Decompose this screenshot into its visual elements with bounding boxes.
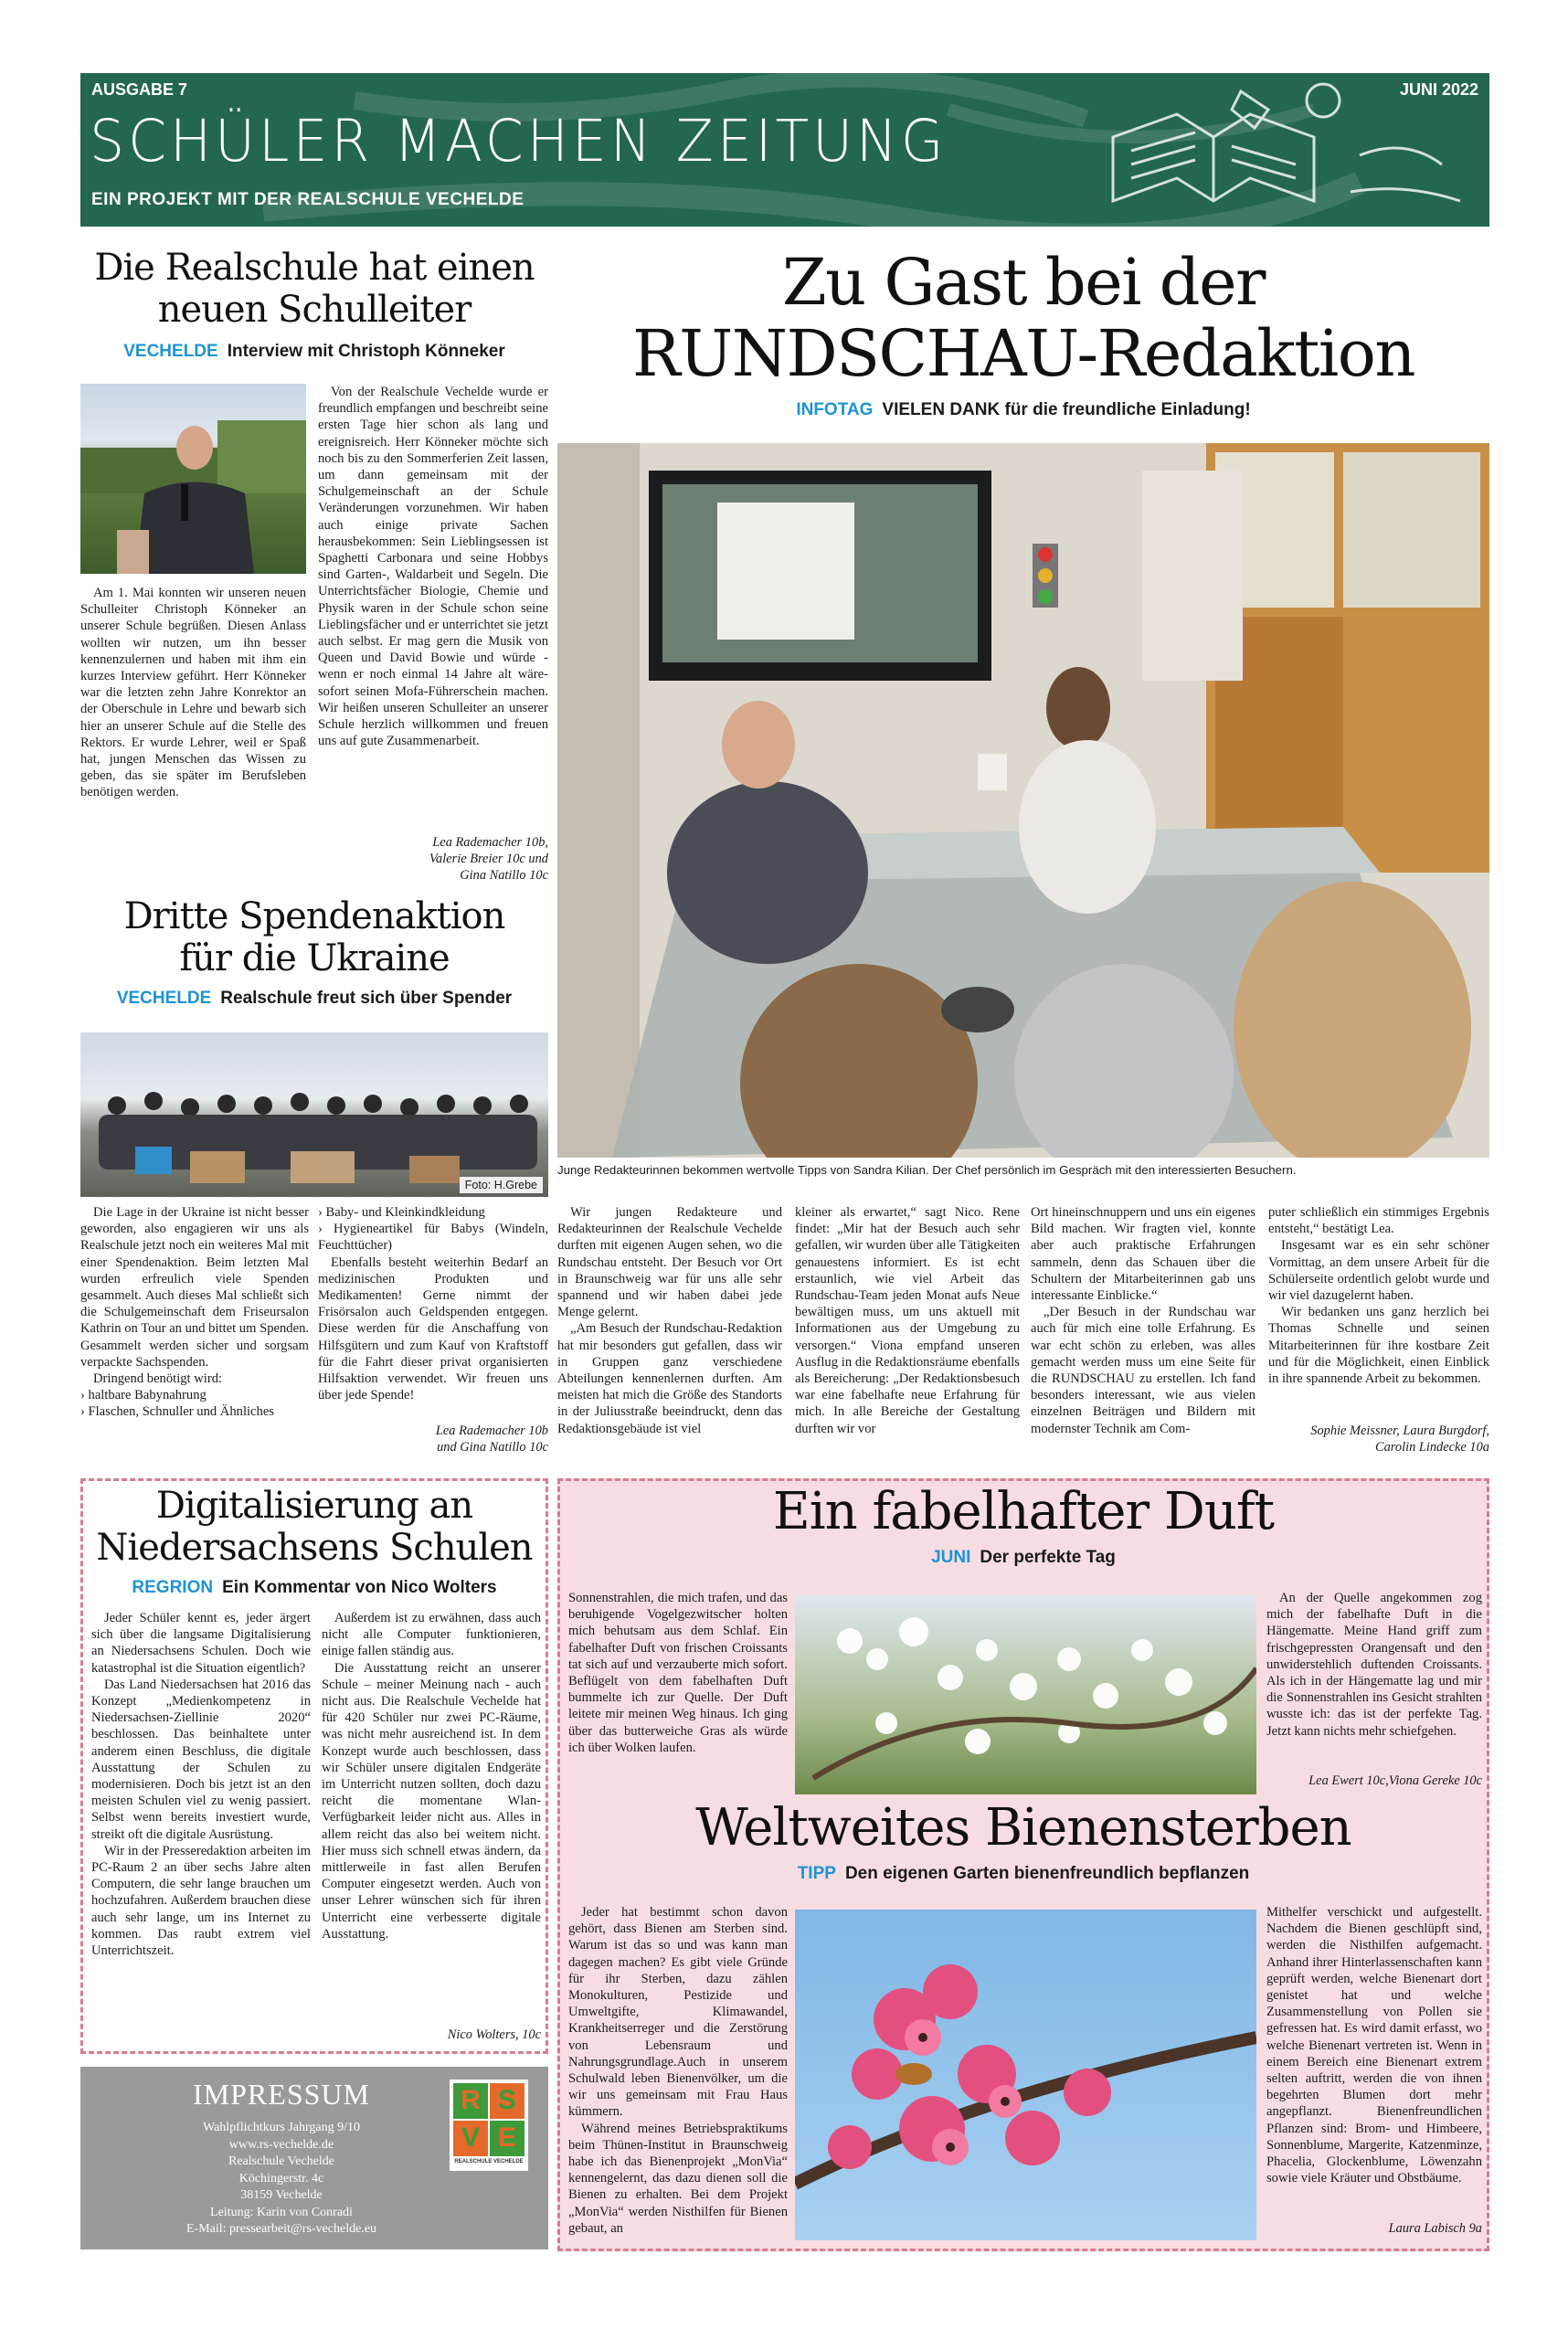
- school-logo: R S V E REALSCHULE VECHELDE: [450, 2080, 528, 2171]
- impressum-title: IMPRESSUM: [193, 2078, 370, 2111]
- headline-line-1: Dritte Spendenaktion: [123, 895, 505, 937]
- location-tag: JUNI: [931, 1548, 971, 1567]
- headline-line-1: Die Realschule hat einen: [94, 247, 535, 289]
- photo-redaktion: [557, 443, 1489, 1158]
- kicker: [80, 342, 548, 362]
- rundschau-col-3: Ort hineinschnuppern und uns ein eigenes Bild machen. Wir fragten viel, konnte aber auch praktische Erfahrungen sammeln, denn das Schauen über die Schultern der Mitarbeiterinnen gab uns interessante Einblicke.“ „Der Besuch in der Rundschau war auch für mich eine tolle Erfahrung. Es war echt schön zu erleben, was alles gemacht werden muss um eine Seite für die RUNDSCHAU zu erstellen. Ich fand besonders interessant, wie aus vielen einzelnen Beiträgen und Bildern mit modernster Technik am Com-: [1031, 1205, 1255, 1436]
- kicker: [561, 1548, 1486, 1568]
- newsroom-illustration: [557, 443, 1489, 1158]
- issue-date: JUNI 2022: [1399, 80, 1478, 99]
- bienen-signature: Laura Labisch 9a: [1388, 2221, 1482, 2236]
- headline: Weltweites Bienensterben: [695, 1798, 1351, 1857]
- bienen-left-text: Jeder hat bestimmt schon davon gehört, dass Bienen am Sterben sind. Warum ist das so und was kann man dagegen machen? Es gibt viele Gründe für ihr Sterben, dazu zählen Monokulturen, Pestizide und Umweltgifte, Klimawandel, Krankheitserreger und die Zerstörung von Lebensraum und Nahrungsgrundlage.Auch in unserem Schulwald leben Bienenvölker, um die wir uns gemeinsam mit Frau Haus kümmern. Während meines Betriebspraktikums beim Thünen-Institut in Braunschweig habe ich das Bienenprojekt „MonVia“ kennengelernt, das dazu dienen soll die Bienen zu erhalten. Bei dem Projekt „MonVia“ werden Nisthilfen für Bienen gebaut, an: [568, 1905, 788, 2236]
- kicker-text: Der perfekte Tag: [980, 1548, 1116, 1567]
- location-tag: REGRION: [132, 1578, 214, 1597]
- issue-label: AUSGABE 7: [91, 80, 188, 99]
- photo-ukraine-group: [80, 1032, 548, 1197]
- location-tag: VECHELDE: [116, 989, 212, 1008]
- article-duft: [561, 1482, 1486, 1568]
- bienen-right-text: Mithelfer verschickt und aufgestellt. Nachdem die Bienen geschlüpft sind, werden die Nisthilfen aufgemacht. Anhand ihrer Hinterlassenschaften kann geprüft werden, welche Bienenart dort genistet hat und welche Zusammenstellung von Pollen sie gefressen hat. Es wird damit erfasst, wo welche Bienenart vertreten ist. Wenn in einem Bereich eine Bienenart extrem selten auftritt, werden die von ihnen begehrten Blumen dort mehr angepflanzt. Bienenfreundlichen Pflanzen sind: Brom- und Himbeere, Sonnenblume, Margerite, Katzenminze, Phacelia, Glockenblume, Löwenzahn sowie viele Kräuter und Obstbäume.: [1266, 1905, 1482, 2186]
- rundschau-signature: Sophie Meissner, Laura Burgdorf, Carolin Lindecke 10a: [1310, 1424, 1489, 1455]
- headline-line-1: Digitalisierung an: [155, 1485, 473, 1527]
- duft-right-text: An der Quelle angekommen zog mich der fabelhafte Duft in die Hängematte. Meine Hand griff zum frischgepressten Orangensaft und den unwiderstehlich duftenden Croissants. Als ich in der Hängematte lag und mir die Sonnenstrahlen ins Gesicht strahlten wusste ich: das ist der perfekte Tag. Jetzt kann nichts mehr schiefgehen.: [1266, 1591, 1482, 1739]
- kicker-text: VIELEN DANK für die freundliche Einladung!: [882, 400, 1251, 419]
- headline-line-2: Niedersachsens Schulen: [96, 1527, 533, 1569]
- duft-signature: Lea Ewert 10c,Viona Gereke 10c: [1308, 1773, 1482, 1788]
- impressum: [80, 2067, 548, 2249]
- kicker: [557, 400, 1489, 420]
- headline-line-2: für die Ukraine: [179, 937, 450, 979]
- article-bienen: [561, 1798, 1486, 1884]
- rundschau-col-2: kleiner als erwartet,“ sagt Nico. Rene findet: „Mir hat der Besuch auch sehr gefallen, wir wurden über alle Tätigkeiten genauestens informiert. Es ist echt erstaunlich, wie viel Arbeit das Rundschau-Team jeden Monat aufs Neue bewältigen muss, um uns aktuell mit Informationen aus der Umgebung zu versorgen.“ Viona empfand unseren Ausflug in die Redaktionsräume ebenfalls als Bereicherung: „Der Redaktionsbesuch war eine fabelhafte neue Erfahrung für mich. In alle Bereiche der Gestaltung durften wir vor: [795, 1205, 1020, 1436]
- needs-label: Dringend benötigt wird:: [93, 1371, 223, 1387]
- kicker-text: Ein Kommentar von Nico Wolters: [222, 1578, 497, 1597]
- kicker-text: Interview mit Christoph Könneker: [227, 342, 505, 361]
- article-digitalisierung: [84, 1485, 545, 1598]
- flower-illustration: [795, 1910, 1256, 2240]
- kicker: [84, 1578, 545, 1598]
- list-item: › haltbare Babynahrung: [80, 1388, 207, 1403]
- page-title: SCHÜLER MACHEN ZEITUNG: [90, 108, 948, 175]
- article-ukraine: [80, 895, 548, 1009]
- photo-schulleiter: [80, 384, 306, 574]
- headline-line-1: Zu Gast bei der: [782, 245, 1265, 320]
- person-illustration: [80, 384, 306, 574]
- location-tag: VECHELDE: [123, 342, 218, 361]
- schulleiter-signature: Lea Rademacher 10b, Valerie Breier 10c und Gina Natillo 10c: [429, 835, 548, 883]
- photo-blossoms: [795, 1595, 1256, 1794]
- duft-left-text: Sonnenstrahlen, die mich trafen, und das beruhigende Vogelgezwitscher holten mich behutsam aus dem Schlaf. Ein fabelhafter Duft von frischen Croissants tat sich auf und verzauberte mich sofort. Beflügelt von dem fabelhaften Duft bummelte ich zur Quelle. Der Duft leitete mir meinen Weg hinaus. Ich ging über das butterweiche Gras als würde ich über Wolken laufen.: [568, 1591, 788, 1755]
- masthead-subtitle: EIN PROJEKT MIT DER REALSCHULE VECHELDE: [91, 190, 524, 209]
- headline: Ein fabelhafter Duft: [772, 1482, 1275, 1541]
- article-rundschau: [557, 247, 1489, 420]
- digital-right-text: Außerdem ist zu erwähnen, dass auch nicht alle Computer funktionieren, einige fallen ständig aus. Die Ausstattung reicht an unserer Schule – meiner Meinung nach - auch nicht aus. Die Realschule Vechelde hat für 420 Schüler nur zwei PC-Räume, was nicht mehr ausreichend ist. In dem Konzept wurde auch beschlossen, dass wir Schüler unsere digitalen Endgeräte im Unterricht nutzen sollten, doch dazu reicht die momentane Wlan-Verfügbarkeit leider nicht aus. Alles in allem reicht das also bei weitem nicht. Hier muss sich schnell etwas ändern, da mittlerweile in fast allen Berufen Computer eingesetzt werden. Auch von unser Lehrer wünschen sich für ihren Unterricht eine verbesserte digitale Ausstattung.: [322, 1611, 541, 1942]
- masthead: [80, 73, 1489, 227]
- photo-caption: Junge Redakteurinnen bekommen wertvolle Tipps von Sandra Kilian. Der Chef persönlich im Gespräch mit den interessierten Besuchern.: [557, 1163, 1297, 1177]
- ukraine-left-text: Die Lage in der Ukraine ist nicht besser geworden, also engagieren wir uns als Realschule jetzt noch ein weiteres Mal mit einer Spendenaktion. Beim letzten Mal wurden erfreulich viele Spenden gesammelt. Auch dieses Mal schließt sich die Schulgemeinschaft dem Friseursalon Kathrin on Tour an und bittet um Spenden. Gesammelt werden sicher und sorgsam verpackte Sachspenden. Dringend benötigt wird: › haltbare Babynahrung › Flaschen, Schnuller und Ähnliches: [80, 1205, 310, 1420]
- article-schulleiter: [80, 247, 548, 362]
- digital-left-text: Jeder Schüler kennt es, jeder ärgert sich über die langsame Digitalisierung an Niedersachsens Schulen. Doch wie katastrophal ist die Situation eigentlich? Das Land Niedersachsen hat 2016 das Konzept „Medienkompetenz in Niedersachsen-Ziellinie 2020“ beschlossen. Das beinhaltete unter anderem einen Beschluss, die digitale Ausstattung der Schulen zu modernisieren. Doch bis jetzt ist an den meisten Schulen viel zu wenig passiert. Selbst wenn bereits investiert wurde, streikt oft die digitale Ausrüstung. Wir in der Presseredaktion arbeiten im PC-Raum 2 an über sechs Jahre alten Computern, die sehr lange brauchen um hochzufahren. Außerdem brauchen diese auch sehr lange, um ins Internet zu kommen. Das raubt extrem viel Unterrichtszeit.: [91, 1611, 311, 1959]
- ukraine-signature: Lea Rademacher 10b und Gina Natillo 10c: [435, 1424, 548, 1455]
- impressum-lines: Wahlpflichtkurs Jahrgang 9/10 www.rs-vechelde.de Realschule Vechelde Köchingerstr. 4c 38159 Vechelde Leitung: Karin von Conradi E-Mail: pressearbeit@rs-vechelde.eu: [185, 2121, 377, 2236]
- schulleiter-left-text: Am 1. Mai konnten wir unseren neuen Schulleiter Christoph Könneker an unserer Schule begrüßen. Diesen Anlass wollten wir nutzen, um ihn besser kennenzulernen und haben mit ihm ein kurzes Interview geführt. Herr Könneker war die letzten zehn Jahre Konrektor an der Oberschule in Lehre und bewarb sich hier an unserer Schule auf die Stelle des Rektors. Er wurde Lehrer, weil er Spaß hat, jungen Menschen das Wissen zu geben, das sie später im Berufsleben benötigen werden.: [80, 586, 306, 800]
- kicker: [80, 989, 548, 1009]
- digital-signature: Nico Wolters, 10c: [447, 2027, 541, 2042]
- kicker-text: Den eigenen Garten bienenfreundlich bepflanzen: [844, 1864, 1250, 1883]
- kicker-text: Realschule freut sich über Spender: [220, 989, 513, 1008]
- kicker: [561, 1864, 1486, 1884]
- location-tag: TIPP: [797, 1864, 836, 1883]
- list-item: › Hygieneartikel für Babys (Windeln, Feuchttücher): [318, 1222, 548, 1254]
- rundschau-col-4: puter schließlich ein stimmiges Ergebnis entsteht,“ bestätigt Lea. Insgesamt war es ein sehr schöner Vormittag, an dem unsere Arbeit für die Schülerseite ordentlich gelobt wurde und wir viel dazugelernt haben. Wir bedanken uns ganz herzlich bei Thomas Schnelle und seinen Mitarbeiterinnen für ihre kostbare Zeit und für die Möglichkeit, einen Einblick in ihre spannende Arbeit zu bekommen.: [1268, 1205, 1489, 1387]
- headline-line-2: neuen Schulleiter: [157, 289, 471, 331]
- location-tag: INFOTAG: [796, 400, 874, 419]
- list-item: › Flaschen, Schnuller und Ähnliches: [80, 1404, 274, 1420]
- headline-line-2: RUNDSCHAU-Redaktion: [632, 316, 1414, 391]
- schulleiter-right-text: Von der Realschule Vechelde wurde er freundlich empfangen und beschreibt seine ersten Tage hier schon als lang und ereignisreich. Herr Könneker möchte sich noch bis zu den Sommerferien Zeit lassen, um dann gemeinsam mit der Schulgemeinschaft an der Schule Veränderungen vorzunehmen. Wir haben auch einige private Sachen herausbekommen: Sein Lieblingsessen ist Spaghetti Carbonara und seine Hobbys sind Garten-, Waldarbeit und Segeln. Die Unterrichtsfächer Biologie, Chemie und Physik waren in der Schule schon seine Lieblingsfächer und er unterrichtet sie jetzt auch selbst. Er mag gern die Musik von Queen und David Bowie und würde - wenn er noch einmal 14 Jahre alt wäre- sofort seinen Mofa-Führerschein machen. Wir heißen unseren Schulleiter an unserer Schule herzlich willkommen und freuen uns auf gute Zusammenarbeit.: [318, 385, 548, 749]
- blossom-illustration: [795, 1595, 1256, 1794]
- ukraine-right-text: › Baby- und Kleinkindkleidung › Hygieneartikel für Babys (Windeln, Feuchttücher) Ebenfalls besteht weiterhin Bedarf an medizinischen Produkten und Medikamenten! Gerne nimmt der Frisörsalon auch Geldspenden entgegen. Diese werden für die Anschaffung von Hilfsgütern und zum Kauf von Kraftstoff für die Fahrt dieser privat organisierten Hilfsaktion verwendet. Wir freuen uns über jede Spende!: [318, 1205, 548, 1403]
- photo-flowers: [795, 1910, 1256, 2240]
- photo-credit: Foto: H.Grebe: [460, 1177, 543, 1193]
- list-item: › Baby- und Kleinkindkleidung: [318, 1205, 485, 1220]
- book-icon: [1113, 84, 1460, 201]
- rundschau-col-1: Wir jungen Redakteure und Redakteurinnen der Realschule Vechelde durften mit eigenen Augen sehen, wo die Rundschau entsteht. Der Besuch vor Ort in Braunschweig war für uns alle sehr spannend und wir haben dabei jede Menge gelernt. „Am Besuch der Rundschau-Redaktion hat mir besonders gut gefallen, dass wir in Gruppen ganz verschiedene Abteilungen kennenlernen durften. Am meisten hat mich die Größe des Standorts in der Juliusstraße beeindruckt, denn das Redaktionsgebäude ist viel: [557, 1205, 782, 1436]
- group-illustration: [80, 1032, 548, 1197]
